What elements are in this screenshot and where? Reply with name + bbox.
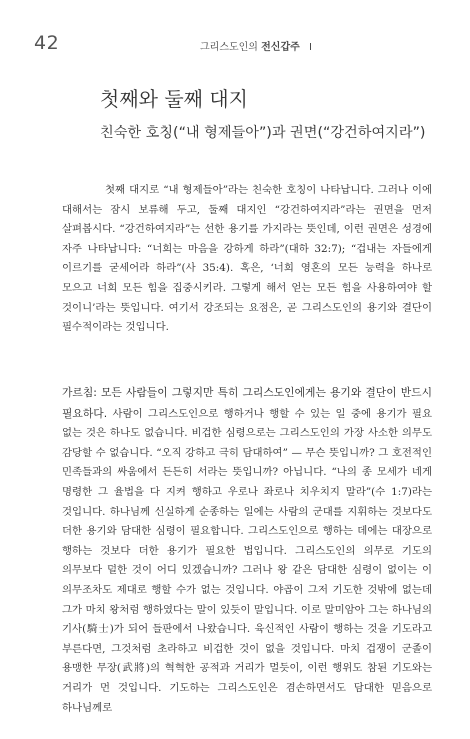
body-paragraph-2 bbox=[62, 383, 432, 718]
body-paragraph-2-text: 사람이 그리스도인으로 행하거나 행할 수 있는 일 중에 용기가 필요 없는 것은 하나도 없습니다. 비겁한 심령으로는 그리스도인의 가장 사소한 의무도 감당할 수 없습니다. “오직 강하고 극히 담대하여” — 무슨 뜻입니까? 그 호전적인 민족들과의 싸움에서 든든히 서라는 뜻입니까? 아닙니다. “나의 종 모세가 네게 명령한 그 율법을 다 지켜 행하고 우로나 좌로나 치우치지 말라”(수 1:7)라는 것입니다. 하나님께 신실하게 순종하는 일에는 사람의 군대를 지휘하는 것보다도 더한 용기와 담대한 심령이 필요합니다. 그리스도인으로 행하는 데에는 대장으로 행하는 것보다 더한 용기가 필요한 법입니다. 그리스도인의 의무로 기도의 의무보다 덜한 것이 어디 있겠습니까? 그러나 왕 같은 담대한 심령이 없이는 이 의무조차도 제대로 행할 수가 없는 것입니다. 야곱이 그저 기도한 것밖에 없는데 그가 마치 왕처럼 행하였다는 말이 있듯이 말입니다. 이로 말미암아 그는 하나님의 기사(騎士)가 되어 들판에서 나왔습니다. 육신적인 사람이 행하는 것을 기도라고 부른다면, 그것처럼 초라하고 비겁한 것이 없을 것입니다. 마치 겁쟁이 군졸이 용맹한 무장(武將)의 혁혁한 공적과 거리가 멀듯이, 이런 행위도 참된 기도와는 거리가 먼 것입니다. 기도하는 그리스도인은 겸손하면서도 담대한 믿음으로 하나님께로 bbox=[62, 407, 432, 714]
chapter-title: 첫째와 둘째 대지 bbox=[100, 87, 248, 111]
body-paragraph-1: 첫째 대지로 “내 형제들아”라는 친숙한 호칭이 나타납니다. 그러나 이에 대해서는 잠시 보류해 두고, 둘째 대지인 “강건하여지라”라는 권면을 먼저 살펴봅시다. “강건하여지라”는 선한 용기를 가지라는 뜻인데, 이런 권면은 성경에 자주 나타납니다: “너희는 마음을 강하게 하라”(대하 32:7); “겁내는 자들에게 이르기를 굳세어라 하라”(사 35:4). 혹은, ‘너희 영혼의 모든 능력을 하나로 모으고 너희 모든 힘을 집중시키라. 그렇게 해서 얻는 모든 힘을 사용하여야 할 것이니’라는 뜻입니다. 여기서 강조되는 요점은, 곧 그리스도인의 용기와 결단이 필수적이라는 것입니다. bbox=[62, 184, 432, 334]
running-head-title-bold: 전신갑주 bbox=[261, 42, 300, 53]
page-number: 42 bbox=[34, 32, 60, 54]
running-head-title: 그리스도인의 bbox=[200, 42, 262, 53]
running-head bbox=[200, 38, 312, 53]
running-head-marker: Ⅰ bbox=[308, 42, 312, 53]
teaching-lead: 가르침: 모든 사람들이 그렇지만 특히 그리스도인에게는 용기와 결단이 반드시 필요하다. bbox=[62, 386, 432, 420]
chapter-subtitle: 친숙한 호칭(“내 형제들아”)과 권면(“강건하여지라”) bbox=[100, 125, 426, 141]
